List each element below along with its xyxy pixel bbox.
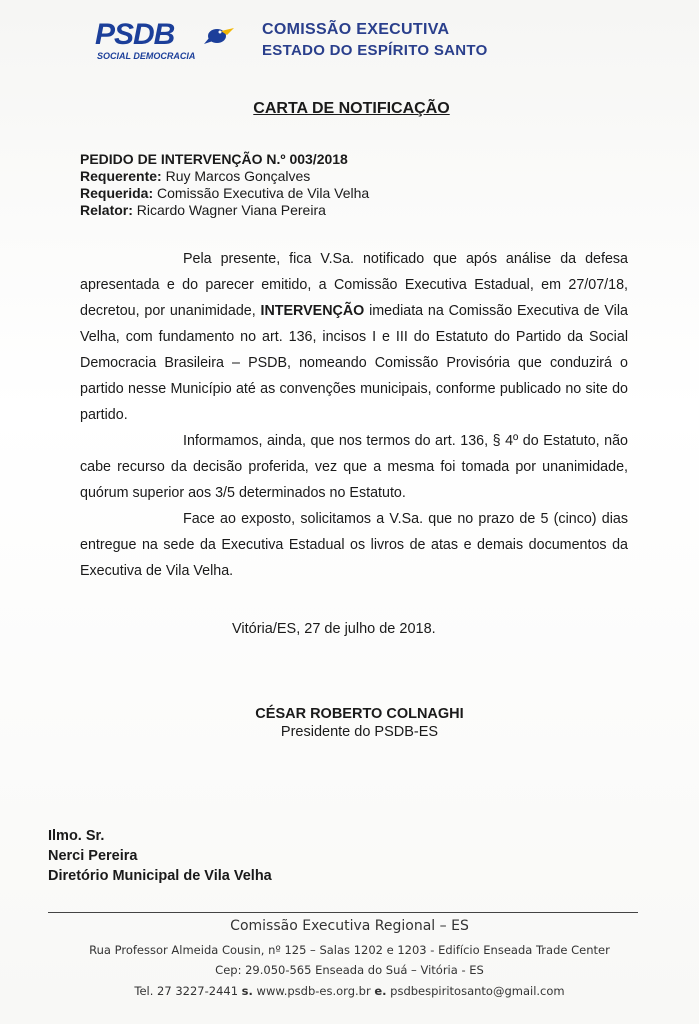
date-line: Vitória/ES, 27 de julho de 2018. (232, 621, 436, 637)
header-title: COMISSÃO EXECUTIVA (262, 21, 450, 38)
requerente-value: Ruy Marcos Gonçalves (165, 168, 311, 184)
letter-body (80, 246, 628, 584)
addressee-block (48, 826, 272, 886)
requerida-value: Comissão Executiva de Vila Velha (157, 185, 370, 201)
requerente-label: Requerente: (80, 168, 162, 184)
paragraph-1-start: Pela presente, fica V.Sa. notificado que após análise da defesa apresentada e do parecer emitido, a Comissão Executiva Estadual, em 27/07/18, decretou, por unanimidade, (80, 251, 628, 319)
logo-subtitle: SOCIAL DEMOCRACIA (97, 51, 196, 61)
case-details (80, 151, 369, 219)
relator-label: Relator: (80, 202, 133, 218)
header-subtitle: ESTADO DO ESPÍRITO SANTO (262, 42, 488, 59)
relator-value: Ricardo Wagner Viana Pereira (136, 202, 326, 218)
footer-tel: Tel. 27 3227-2441 (134, 984, 239, 998)
paragraph-3: Face ao exposto, solicitamos a V.Sa. que no prazo de 5 (cinco) dias entregue na sede da Executiva Estadual os livros de atas e demais documentos da Executiva de Vila Velha. (80, 511, 628, 579)
toucan-icon (203, 20, 235, 50)
document-title (0, 100, 699, 118)
signatory-role: Presidente do PSDB-ES (280, 724, 439, 740)
signatory-name: CÉSAR ROBERTO COLNAGHI (255, 706, 464, 722)
footer-email: psdbespiritosanto@gmail.com (390, 984, 565, 998)
paragraph-1-end: imediata na Comissão Executiva de Vila Velha, com fundamento no art. 136, incisos I e III do Estatuto do Partido da Social Democracia Brasileira – PSDB, nomeando Comissão Provisória que conduzirá o partido nesse Município até as convenções municipais, conforme publicado no site do partido. (80, 303, 628, 423)
footer-address: Rua Professor Almeida Cousin, nº 125 – Salas 1202 e 1203 - Edifício Enseada Trade Center (89, 943, 610, 957)
paragraph-1 (80, 246, 628, 428)
document-title-text: CARTA DE NOTIFICAÇÃO (253, 100, 450, 117)
psdb-logo (95, 18, 235, 68)
footer-cep: Cep: 29.050-565 Enseada do Suá – Vitória - ES (215, 963, 484, 977)
footer-divider (48, 912, 638, 913)
footer-contact (0, 984, 699, 998)
footer-email-label: e. (374, 984, 387, 998)
requerida-label: Requerida: (80, 185, 154, 201)
addressee-organization: Diretório Municipal de Vila Velha (48, 868, 272, 884)
paragraph-2: Informamos, ainda, que nos termos do art. 136, § 4º do Estatuto, não cabe recurso da decisão proferida, vez que a mesma foi tomada por unanimidade, quórum superior aos 3/5 determinados no Estatuto. (80, 433, 628, 501)
addressee-salutation: Ilmo. Sr. (48, 828, 105, 844)
pedido-number: PEDIDO DE INTERVENÇÃO N.º 003/2018 (80, 151, 348, 167)
footer-site-label: s. (241, 984, 253, 998)
intervention-highlight: INTERVENÇÃO (260, 303, 365, 319)
addressee-name: Nerci Pereira (48, 848, 138, 864)
footer-org: Comissão Executiva Regional – ES (230, 918, 469, 934)
footer-site: www.psdb-es.org.br (256, 984, 371, 998)
logo-wordmark: PSDB (95, 18, 175, 51)
